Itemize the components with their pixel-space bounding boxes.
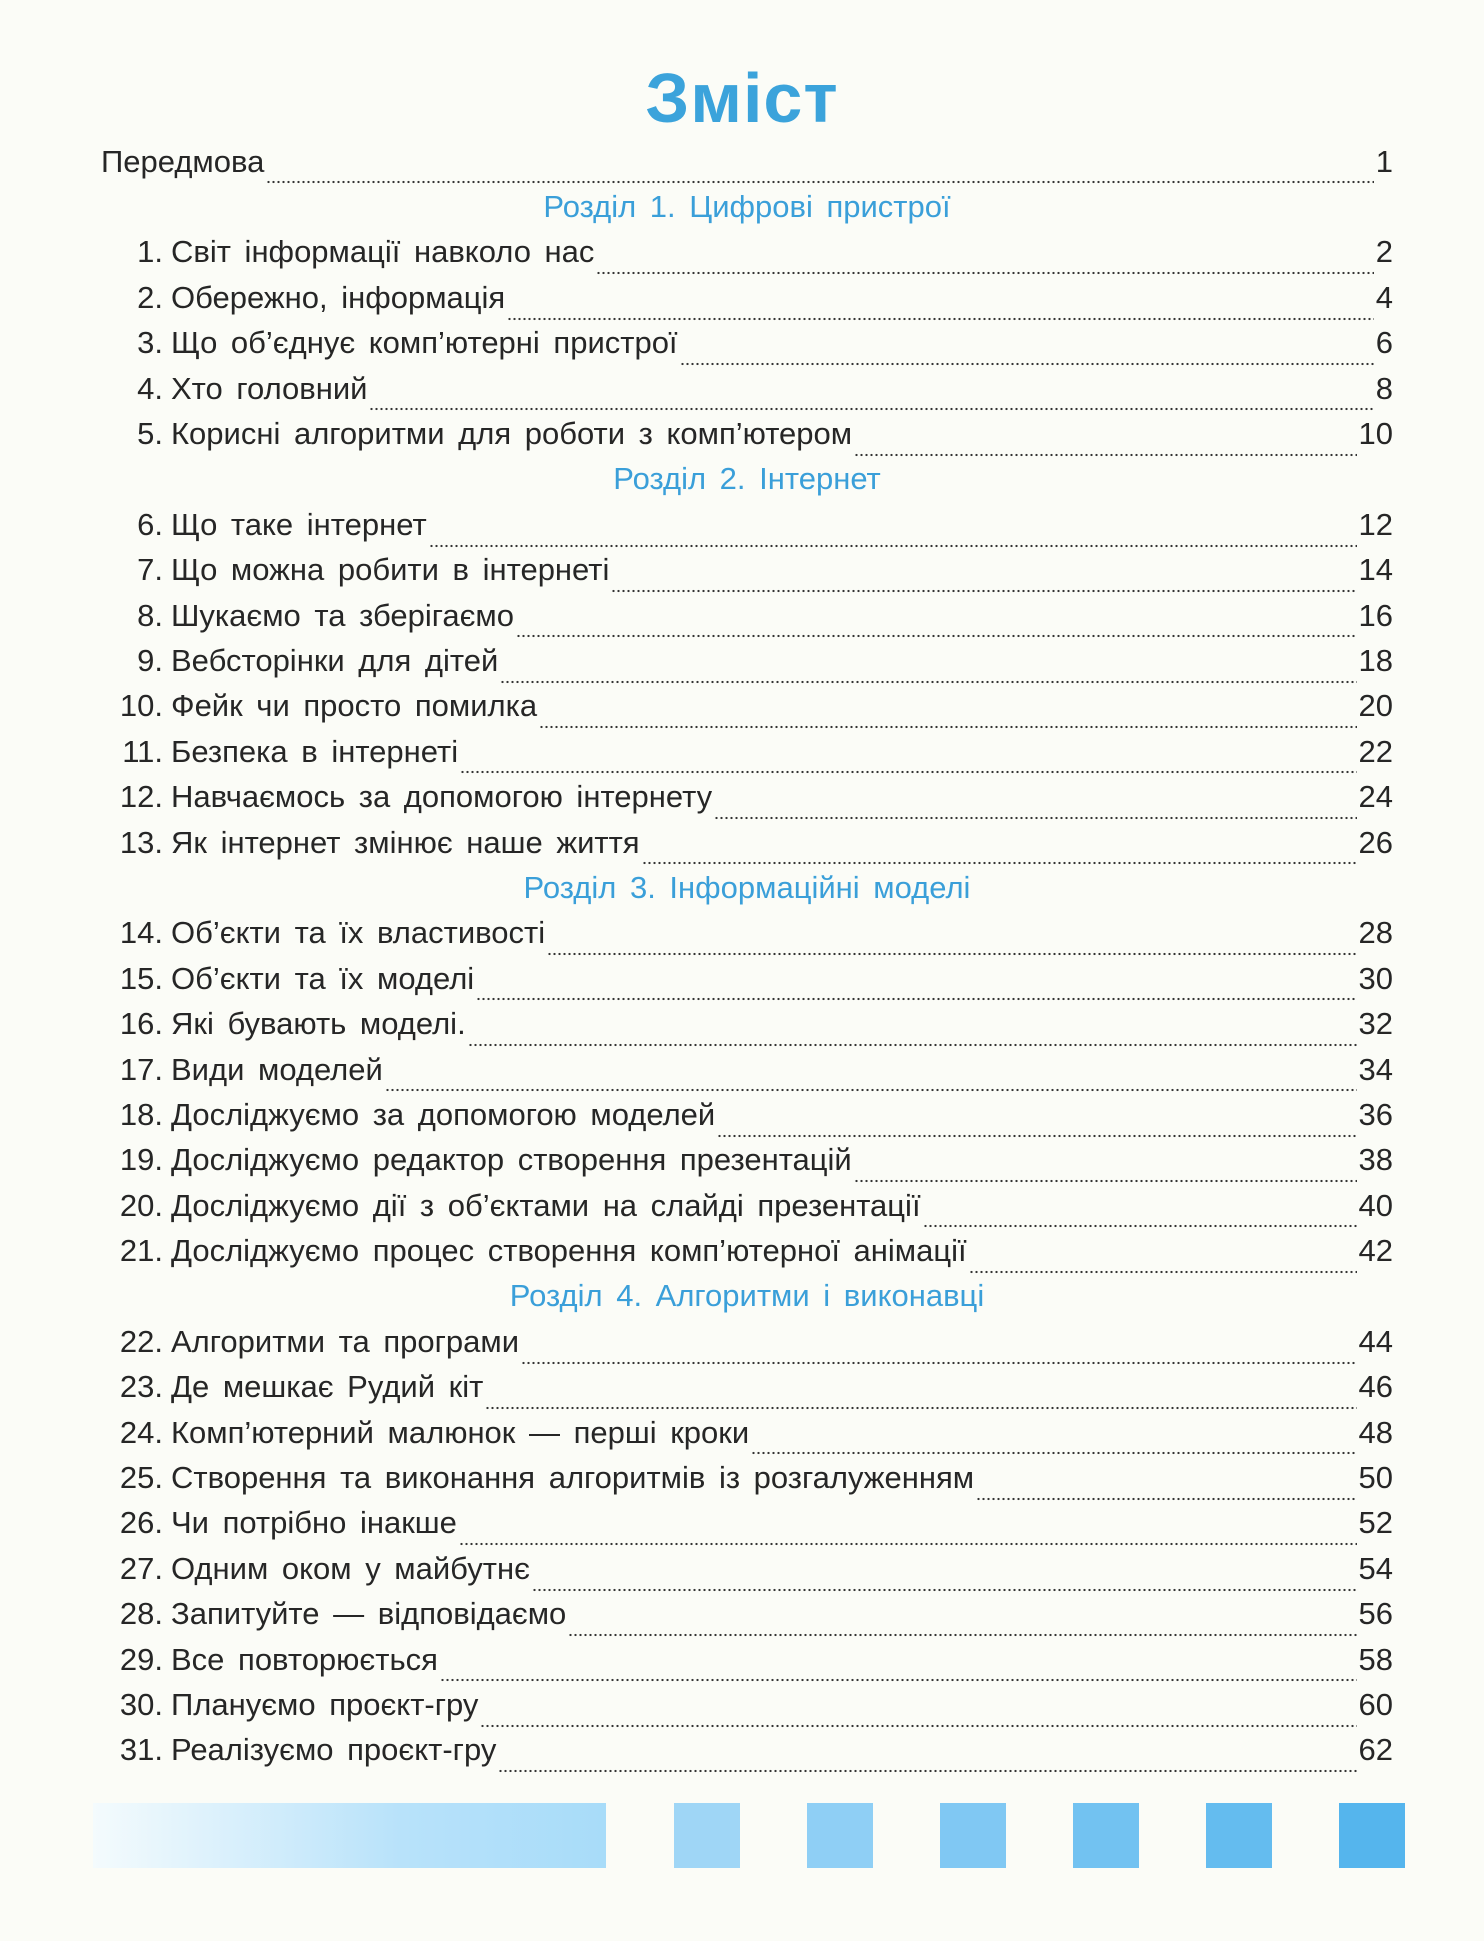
entry-number: 2. (137, 279, 163, 315)
toc-entry[interactable] (101, 684, 1393, 729)
entry-title: Обережно, інформація (171, 279, 506, 315)
entry-title: Запитуйте — відповідаємо (171, 1596, 567, 1632)
toc-entry[interactable] (101, 638, 1393, 683)
toc-entry[interactable] (101, 366, 1393, 411)
entry-title: Види моделей (171, 1051, 383, 1087)
dot-leader (369, 388, 1373, 411)
dot-leader (498, 1750, 1356, 1773)
entry-page: 26 (1358, 824, 1393, 860)
toc-entry[interactable] (101, 593, 1393, 638)
entry-title: Що таке інтернет (171, 506, 427, 542)
entry-title: Плануємо проєкт-гру (171, 1686, 479, 1722)
entry-number: 11. (122, 733, 163, 769)
entry-title: Досліджуємо дії з об’єктами на слайді презентації (171, 1187, 921, 1223)
dot-leader (266, 161, 1373, 184)
dot-leader (642, 842, 1357, 865)
dot-leader (429, 525, 1357, 548)
table-of-contents (101, 139, 1393, 1773)
dot-leader (539, 706, 1356, 729)
entry-page: 12 (1358, 506, 1393, 542)
dot-leader (485, 1387, 1356, 1410)
entry-number: 9. (137, 642, 163, 678)
entry-number: 19. (119, 1142, 163, 1178)
dot-leader (460, 751, 1356, 774)
entry-title: Які бувають моделі. (171, 1006, 466, 1042)
section-heading: Розділ 1. Цифрові пристрої (543, 189, 951, 225)
toc-entry[interactable] (101, 1138, 1393, 1183)
entry-page: 36 (1358, 1096, 1393, 1132)
entry-number: 14. (119, 915, 163, 951)
entry-number: 3. (137, 325, 163, 361)
entry-number: 26. (119, 1505, 163, 1541)
section-heading: Розділ 3. Інформаційні моделі (523, 869, 971, 905)
entry-title: Корисні алгоритми для роботи з комп’ютером (171, 416, 853, 452)
entry-page: 42 (1358, 1233, 1393, 1269)
entry-page: 34 (1358, 1051, 1393, 1087)
entry-page: 24 (1358, 779, 1393, 815)
entry-page: 30 (1358, 960, 1393, 996)
entry-title: Чи потрібно інакше (171, 1505, 457, 1541)
entry-title: Досліджуємо редактор створення презентацій (171, 1142, 852, 1178)
decorative-square (1339, 1803, 1405, 1868)
toc-entry[interactable] (101, 1365, 1393, 1410)
dot-leader (516, 615, 1357, 638)
decorative-square (674, 1803, 740, 1868)
entry-page: 6 (1375, 325, 1393, 361)
toc-entry[interactable] (101, 1047, 1393, 1092)
entry-number: 4. (137, 370, 163, 406)
dot-leader (976, 1478, 1356, 1501)
entry-title: Як інтернет змінює наше життя (171, 824, 640, 860)
entry-title: Світ інформації навколо нас (171, 234, 595, 270)
entry-page: 38 (1358, 1142, 1393, 1178)
entry-title: Алгоритми та програми (171, 1323, 520, 1359)
dot-leader (717, 1115, 1356, 1138)
entry-number: 7. (137, 552, 163, 588)
entry-number: 31. (119, 1732, 163, 1768)
entry-title: Створення та виконання алгоритмів із розгалуженням (171, 1460, 975, 1496)
entry-page: 22 (1358, 733, 1393, 769)
entry-number: 6. (137, 506, 163, 542)
dot-leader (568, 1614, 1356, 1637)
entry-page: 10 (1358, 416, 1393, 452)
entry-page: 8 (1375, 370, 1393, 406)
dot-leader (714, 797, 1356, 820)
entry-number: 10. (119, 688, 163, 724)
toc-entry[interactable] (101, 411, 1393, 456)
entry-page: 52 (1358, 1505, 1393, 1541)
toc-entry[interactable] (101, 1637, 1393, 1682)
entry-number: 8. (137, 597, 163, 633)
toc-entry[interactable] (101, 1546, 1393, 1591)
toc-entry[interactable] (101, 729, 1393, 774)
toc-entry[interactable] (101, 1410, 1393, 1455)
entry-page: 60 (1358, 1686, 1393, 1722)
entry-title: Хто головний (171, 370, 368, 406)
entry-title: Реалізуємо проєкт-гру (171, 1732, 497, 1768)
entry-title: Де мешкає Рудий кіт (171, 1369, 484, 1405)
entry-title: Що об’єднує комп’ютерні пристрої (171, 325, 678, 361)
entry-title: Навчаємось за допомогою інтернету (171, 779, 713, 815)
entry-page: 28 (1358, 915, 1393, 951)
entry-title: Безпека в інтернеті (171, 733, 459, 769)
entry-page: 18 (1358, 642, 1393, 678)
entry-page: 56 (1358, 1596, 1393, 1632)
toc-entry[interactable] (101, 911, 1393, 956)
toc-entry-preface[interactable] (101, 139, 1393, 184)
dot-leader (480, 1705, 1356, 1728)
entry-page: 1 (1375, 143, 1393, 179)
entry-title: Об’єкти та їх моделі (171, 960, 475, 996)
dot-leader (680, 343, 1374, 366)
entry-title: Комп’ютерний малюнок — перші кроки (171, 1414, 750, 1450)
dot-leader (468, 1024, 1357, 1047)
section-heading: Розділ 2. Інтернет (613, 461, 881, 497)
decorative-square (1073, 1803, 1139, 1868)
entry-title: Досліджуємо процес створення комп’ютерної анімації (171, 1233, 967, 1269)
dot-leader (500, 661, 1356, 684)
dot-leader (385, 1069, 1357, 1092)
toc-entry[interactable] (101, 820, 1393, 865)
toc-entry[interactable] (101, 275, 1393, 320)
entry-title: Все повторюється (171, 1641, 438, 1677)
entry-page: 32 (1358, 1006, 1393, 1042)
toc-entry[interactable] (101, 1592, 1393, 1637)
entry-page: 58 (1358, 1641, 1393, 1677)
toc-entry[interactable] (101, 1001, 1393, 1046)
toc-entry[interactable] (101, 1319, 1393, 1364)
dot-leader (476, 978, 1356, 1001)
entry-page: 46 (1358, 1369, 1393, 1405)
dot-leader (532, 1569, 1357, 1592)
entry-number: 22. (119, 1323, 163, 1359)
entry-number: 27. (119, 1550, 163, 1586)
entry-page: 62 (1358, 1732, 1393, 1768)
entry-number: 25. (119, 1460, 163, 1496)
entry-number: 12. (119, 779, 163, 815)
toc-entry[interactable] (101, 774, 1393, 819)
entry-page: 4 (1375, 279, 1393, 315)
entry-page: 2 (1375, 234, 1393, 270)
entry-number: 1. (137, 234, 163, 270)
toc-entry[interactable] (101, 1455, 1393, 1500)
entry-number: 21. (119, 1233, 163, 1269)
entry-title: Об’єкти та їх властивості (171, 915, 546, 951)
page-title: Зміст (645, 59, 839, 137)
toc-entry[interactable] (101, 1092, 1393, 1137)
entry-number: 29. (119, 1641, 163, 1677)
entry-page: 48 (1358, 1414, 1393, 1450)
entry-number: 5. (137, 416, 163, 452)
entry-title: Фейк чи просто помилка (171, 688, 538, 724)
entry-title: Одним оком у майбутнє (171, 1550, 530, 1586)
entry-page: 16 (1358, 597, 1393, 633)
toc-entry[interactable] (101, 321, 1393, 366)
entry-number: 30. (119, 1686, 163, 1722)
entry-title: Що можна робити в інтернеті (171, 552, 610, 588)
dot-leader (969, 1251, 1357, 1274)
entry-number: 15. (119, 960, 163, 996)
dot-leader (751, 1432, 1356, 1455)
entry-number: 23. (119, 1369, 163, 1405)
toc-entry[interactable] (101, 502, 1393, 547)
decorative-square (807, 1803, 873, 1868)
entry-number: 18. (119, 1096, 163, 1132)
toc-entry[interactable] (101, 548, 1393, 593)
dot-leader (547, 933, 1356, 956)
entry-page: 40 (1358, 1187, 1393, 1223)
toc-entry[interactable] (101, 1228, 1393, 1273)
entry-page: 14 (1358, 552, 1393, 588)
entry-title: Шукаємо та зберігаємо (171, 597, 514, 633)
decorative-square (1206, 1803, 1272, 1868)
toc-entry[interactable] (101, 1682, 1393, 1727)
section-heading: Розділ 4. Алгоритми і виконавці (509, 1278, 985, 1314)
dot-leader (854, 434, 1356, 457)
dot-leader (923, 1205, 1357, 1228)
entry-number: 24. (119, 1414, 163, 1450)
entry-number: 28. (119, 1596, 163, 1632)
entry-title: Передмова (101, 143, 265, 179)
decorative-gradient-bar (93, 1803, 606, 1868)
entry-page: 20 (1358, 688, 1393, 724)
dot-leader (459, 1523, 1357, 1546)
toc-entry[interactable] (101, 230, 1393, 275)
toc-entry[interactable] (101, 1183, 1393, 1228)
dot-leader (611, 570, 1356, 593)
dot-leader (440, 1659, 1357, 1682)
entry-number: 17. (119, 1051, 163, 1087)
entry-number: 13. (119, 824, 163, 860)
entry-title: Вебсторінки для дітей (171, 642, 499, 678)
toc-entry[interactable] (101, 956, 1393, 1001)
dot-leader (854, 1160, 1357, 1183)
entry-title: Досліджуємо за допомогою моделей (171, 1096, 716, 1132)
entry-page: 50 (1358, 1460, 1393, 1496)
entry-number: 20. (119, 1187, 163, 1223)
toc-entry[interactable] (101, 1728, 1393, 1773)
decorative-square (940, 1803, 1006, 1868)
dot-leader (521, 1342, 1356, 1365)
entry-page: 54 (1358, 1550, 1393, 1586)
toc-entry[interactable] (101, 1501, 1393, 1546)
entry-number: 16. (119, 1006, 163, 1042)
dot-leader (507, 298, 1374, 321)
dot-leader (596, 252, 1373, 275)
entry-page: 44 (1358, 1323, 1393, 1359)
